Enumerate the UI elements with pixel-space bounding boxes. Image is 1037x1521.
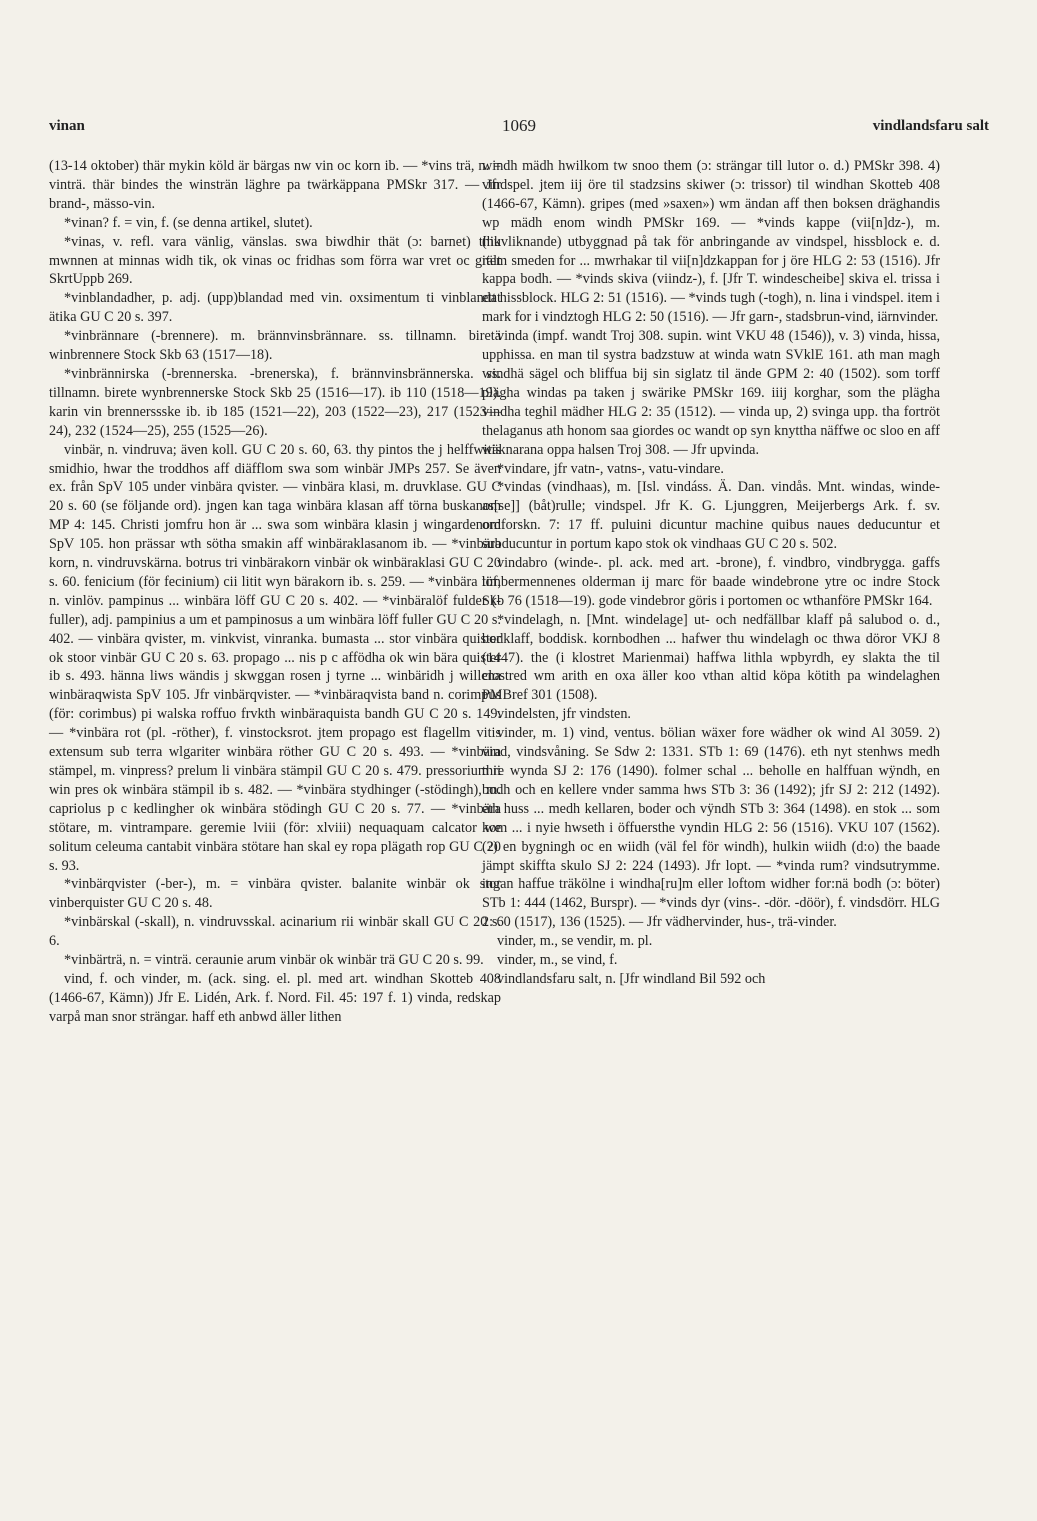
entry-vind: vind, f. och vinder, m. (ack. sing. el. pl. med art. windhan Skotteb 408 (1466-67, Kämn)) Jfr E. Lidén, Ark. f. Nord. Fil. 45: 197 f. 1) vinda, redskap varpå man snor strängar. haff eth anbwd äller lithen bbox=[49, 970, 501, 1025]
entry-vinbrannirska: *vinbrännirska (-brennerska. -brenerska), f. brännvinsbrännerska. ss. tillnamn. birete wynbrennerske Stock Skb 25 (1516—17). ib 110 (1518—19). karin vin brennerssske ib. ib 185 (1521—22), 203 (1522—23), 217 (1523—24), 232 (1524—25), 255 (1525—26). bbox=[49, 365, 501, 439]
header-left-word: vinan bbox=[49, 118, 85, 134]
header-right-word: vindlandsfaru salt bbox=[872, 118, 989, 134]
left-column bbox=[49, 157, 501, 1027]
entry-vinder: vinder, m. 1) vind, ventus. bölian wäxer fore wädher ok wind Al 3059. 2) vind, vindsvåning. Se Sdw 2: 1331. STb 1: 69 (1476). eth nyt stenhws medh thre wynda SJ 2: 176 (1490). folmer schal ... beholle en halffuan wÿndh, en bodh och en kellere vnder samma hws STb 3: 36 (1492); jfr SJ 2: 212 (1492). eth huss ... medh kellaren, boder och vÿndh STb 3: 364 (1498). en stok ... som kom ... i nyie hwseth i öffuersthe vyndin HLG 2: 56 (1516). VKU 107 (1562). (?) en bygningh oc en wiidh (väl fel för windh), hulkin wiidh (d:o) the baade jämpt skiffta skulo SJ 2: 224 (1493). Jfr lopt. — *vinda rum? vindsutrymme. ingan haffue träkölne i windha[ru]m eller loftom widher for:nä bodh (ɔ: böter) STb 1: 444 (1462, Burspr). — *vinds dyr (vins-. -dör. -döör), f. vindsdörr. HLG 2: 60 (1517), 136 (1525). — Jfr vädhervinder, hus-, trä-vinder. bbox=[482, 725, 940, 931]
entry-vindelagh: *vindelagh, n. [Mnt. windelage] ut- och nedfällbar klaff på salubod o. d., bodklaff, boddisk. kornbodhen ... hafwer thu windelagh oc thwa döror VKJ 8 (1447). the (i klostret Marienmai) haffwa lithla wpbyrdh, ey slakta the til clostred wm arith en oxa äller koo vthan altid köpa kötith pa windelaghen PMBref 301 (1508). bbox=[482, 611, 940, 704]
entry-vindare: *vindare, jfr vatn-, vatns-, vatu-vindare. bbox=[497, 460, 724, 477]
entry-vinbarqvister: *vinbärqvister (-ber-), m. = vinbära qvister. balanite winbär ok stor vinberquister GU C 20 s. 48. bbox=[49, 876, 501, 912]
entry-vindelsten: vindelsten, jfr vindsten. bbox=[497, 706, 631, 723]
entry-vindas: *vindas (vindhaas), m. [Isl. vindáss. Ä. Dan. vindås. Mnt. windas, winde-as[se]] (båt)rulle; vindspel. Jfr K. G. Ljunggren, Meijerbergs Ark. f. sv. ordforskn. 7: 17 ff. puluini dicuntur machine quibus naues deducuntur et subducuntur in portum kapo stok ok vindhaas GU C 20 s. 502. bbox=[482, 479, 940, 553]
entry-vindabro: vindabro (winde-. pl. ack. med art. -brone), f. vindbro, vindbrygga. gaffs timbermennenes olderman ij marc för baade windebrone ytre oc indre Stock Skb 76 (1518—19). gode vindebror göris i portomen oc wthanföre PMSkr 164. bbox=[482, 555, 940, 609]
page-number: 1069 bbox=[502, 116, 536, 135]
entry-vinbar: vinbär, n. vindruva; även koll. GU C 20 s. 60, 63. thy pintos the j helffwitis smidhio, hwar the troddhos aff diäfflom swa som winbär JMPs 257. Se även ex. från SpV 105 under vinbära qvister. — vinbära klasi, m. druvklase. GU C 20 s. 60 (se följande ord). jngen kan taga winbära klasan aff törna buskanom MP 4: 145. Christi jomfru hon är ... swa som winbära klasin j wingardenom SpV 105. hon prässar wth sötha smakin aff winbäraklasanom ib. — *vinbära korn, n. vindruvskärna. botrus tri vinbärakorn vinbär ok winbäraklasi GU C 20 s. 60. fenicium (för fecinium) cii litit wyn bärakorn ib. s. 259. — *vinbära löf, n. vinlöv. pampinus ... winbära löff GU C 20 s. 402. — *vinbäralöf fulder (-fuller), adj. pampinius a um et pampinosus a um winbära löff fuller GU C 20 s. 402. — vinbära qvister, m. vinkvist, vinranka. bumasta ... stor vinbära quister ok stoor vinbär GU C 20 s. 63. propago ... nis p c affödha ok win bära quister ib s. 493. hänna liws wändis j skwggan rosen j tyrne ... winbäridh j willena winbäraqwista SpV 105. Jfr vinbärqvister. — *vinbäraqvista band n. corimpus (för: corimbus) pi walska roffuo frvkth winbäraquista bandh GU C 20 s. 149. — *vinbära rot (pl. -röther), f. vinstocksrot. jtem propago est flagellm vitis extensum sub terra wlgariter winbära röther GU C 20 s. 493. — *vinbära stämpel, m. vinpress? prelum li vinbära stämpil GU C 20 s. 479. pressorium ii win pres ok winbära stämpil ib s. 482. — *vinbära stydhinger (-stödingh), m. capriolus p c kedlingher ok winbära stödingh GU C 20 s. 77. — *vinbära stötare, m. vintrampare. geremie lviii (för: xlviii) nequaquam calcator we solitum celeuma cantabit vinbära stötare han skal ey ropa plägath rop GU C 20 s. 93. bbox=[49, 441, 501, 874]
entry-vinbrannare: *vinbrännare (-brennere). m. brännvinsbrännare. ss. tillnamn. biretä winbrennere Stock Skb 63 (1517—18). bbox=[49, 328, 501, 364]
entry-vinan: *vinan? f. = vin, f. (se denna artikel, slutet). bbox=[64, 214, 313, 231]
entry-vinblandadher: *vinblandadher, p. adj. (upp)blandad med vin. oxsimentum ti vinblandat ätika GU C 20 s. 397. bbox=[49, 290, 501, 326]
entry-vinbarskal: *vinbärskal (-skall), n. vindruvsskal. acinarium rii winbär skall GU C 20 s. 6. bbox=[49, 914, 501, 950]
entry-vinder-vind: vinder, m., se vind, f. bbox=[497, 952, 618, 969]
entry-vinda: vinda (impf. wandt Troj 308. supin. wint VKU 48 (1546)), v. 3) vinda, hissa, upphissa. en man til systra badzstuw at winda watn SVklE 161. ath man magh windhä sägel och bliffua bij sin siglatz til ände GPM 2: 40 (1502). som torff plägha windas pa taken j swärike PMSkr 169. iiij korghar, som the plägha vindha teghil mädher HLG 2: 35 (1512). — vinda up, 2) svinga upp. tha fortröt thelaganus ath honom saa giordes oc wandt op syn knyttha näffwe oc sloo en aff wäknarana oppa halsen Troj 308. — Jfr upvinda. bbox=[482, 328, 940, 458]
entry-vind-continued: windh mädh hwilkom tw snoo them (ɔ: strängar till lutor o. d.) PMSkr 398. 4) vindspel. jtem iij öre til stadzsins skiwer (ɔ: trissor) til windhan Skotteb 408 (1466-67, Kämn). gripes (med »saxen») wm ändan aff then boksen dräghandis wp mädh enom windh PMSkr 169. — *vinds kappe (vii[n]dz-), m. (huvliknande) utbyggnad på tak för anbringande av vindspel, hissblock e. d. item smeden for ... mwrhakar til vii[n]dzkappan for j öre HLG 2: 53 (1516). Jfr kappa bodh. — *vinds skiva (viindz-), f. [Jfr T. windescheibe] skiva el. trissa i ett hissblock. HLG 2: 51 (1516). — *vinds tugh (-togh), n. lina i vindspel. item i mark for i vindztogh HLG 2: 50 (1516). — Jfr garn-, stadsbrun-vind, iärnvinder. bbox=[482, 158, 940, 326]
entry-vinbartra: *vinbärträ, n. = vinträ. ceraunie arum vinbär ok winbär trä GU C 20 s. 99. bbox=[64, 952, 484, 969]
entry-vinas: *vinas, v. refl. vara vänlig, vänslas. swa biwdhir thät (ɔ: barnet) thik mwnnen at minnas widh tik, ok vinas oc fridhas som förra war vret oc grält SkrtUppb 269. bbox=[49, 233, 501, 288]
right-column bbox=[482, 157, 940, 989]
entry-vindlandsfaru-salt: vindlandsfaru salt, n. [Jfr windland Bil 592 och bbox=[497, 970, 766, 987]
entry-continuation: (13-14 oktober) thär mykin köld är bärgas nw vin oc korn ib. — *vins trä, n. = vinträ. thär bindes the winsträn läghre pa twärkäppana PMSkr 317. — Jfr brand-, mässo-vin. bbox=[49, 158, 501, 212]
page-header bbox=[49, 112, 989, 138]
entry-vinder-vendir: vinder, m., se vendir, m. pl. bbox=[497, 933, 653, 950]
